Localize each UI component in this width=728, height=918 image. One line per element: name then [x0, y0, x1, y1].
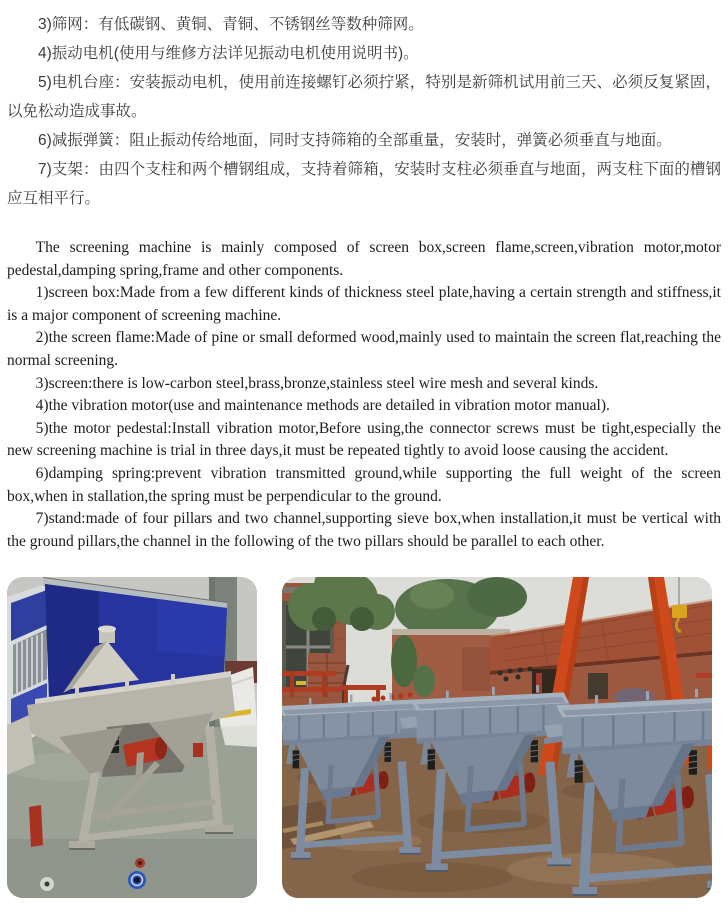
en-paragraph-3: 3)screen:there is low-carbon steel,brass,bronze,stainless steel wire mesh and several kinds. — [35, 374, 599, 392]
cn-paragraph-5: 5)电机台座：安装振动电机，使用前连接螺钉必须拧紧，特别是新筛机试用前三天、必须反复紧固，以免松动造成事故。 — [7, 74, 721, 120]
cn-paragraph-7: 7)支架：由四个支柱和两个槽钢组成，支持着筛箱，安装时支柱必须垂直与地面，两支柱下面的槽钢应互相平行。 — [7, 161, 721, 207]
en-paragraph-5: 5)the motor pedestal:Install vibration motor,Before using,the connector screws must be tight,especially the new screening machine is trial in three days,it must be repeated tightly to avoid loose causing the accident. — [7, 419, 721, 460]
window — [588, 673, 608, 699]
en-paragraph-2: 2)the screen flame:Made of pine or small deformed wood,mainly used to maintain the screen flat,reaching the normal screening. — [7, 329, 721, 369]
en-paragraph-intro: The screening machine is mainly composed of screen box,screen flame,screen,vibration motor,motor pedestal,damping spring,frame and other components. — [7, 239, 721, 279]
cn-paragraph-3: 3)筛网：有低碳钢、黄铜、青铜、不锈钢丝等数种筛网。 — [38, 16, 424, 33]
cn-paragraph-4: 4)振动电机(使用与维修方法详见振动电机使用说明书)。 — [38, 45, 419, 62]
red-beam — [696, 673, 712, 678]
crane-hook-block — [672, 605, 687, 618]
red-part — [193, 743, 203, 757]
en-paragraph-4: 4)the vibration motor(use and maintenance methods are detailed in vibration motor manual). — [35, 397, 610, 415]
red-support — [29, 805, 43, 847]
left-photo-scene — [7, 577, 257, 898]
chinese-section — [7, 10, 721, 213]
en-paragraph-1: 1)screen box:Made from a few different kinds of thickness steel plate,having a certain strength and stiffness,it is a major component of screening machine. — [7, 284, 721, 324]
en-paragraph-6: 6)damping spring:prevent vibration transmitted ground,while supporting the full weight of the screen box,when in stallation,the spring must be perpendicular to the ground. — [7, 464, 721, 505]
cn-paragraph-6: 6)减振弹簧：阻止振动传给地面，同时支持筛箱的全部重量，安装时，弹簧必须垂直与地面。 — [38, 132, 672, 149]
photo-right-screens — [282, 577, 712, 898]
photo-left-sieve — [7, 577, 257, 898]
right-photo-scene — [282, 577, 712, 898]
en-paragraph-7: 7)stand:made of four pillars and two channel,supporting sieve box,when installation,it must be vertical with the ground pillars,the channel in the following of the two pillars should be parallel to each other. — [7, 510, 721, 550]
photo-row — [7, 577, 721, 898]
english-section — [7, 237, 721, 553]
